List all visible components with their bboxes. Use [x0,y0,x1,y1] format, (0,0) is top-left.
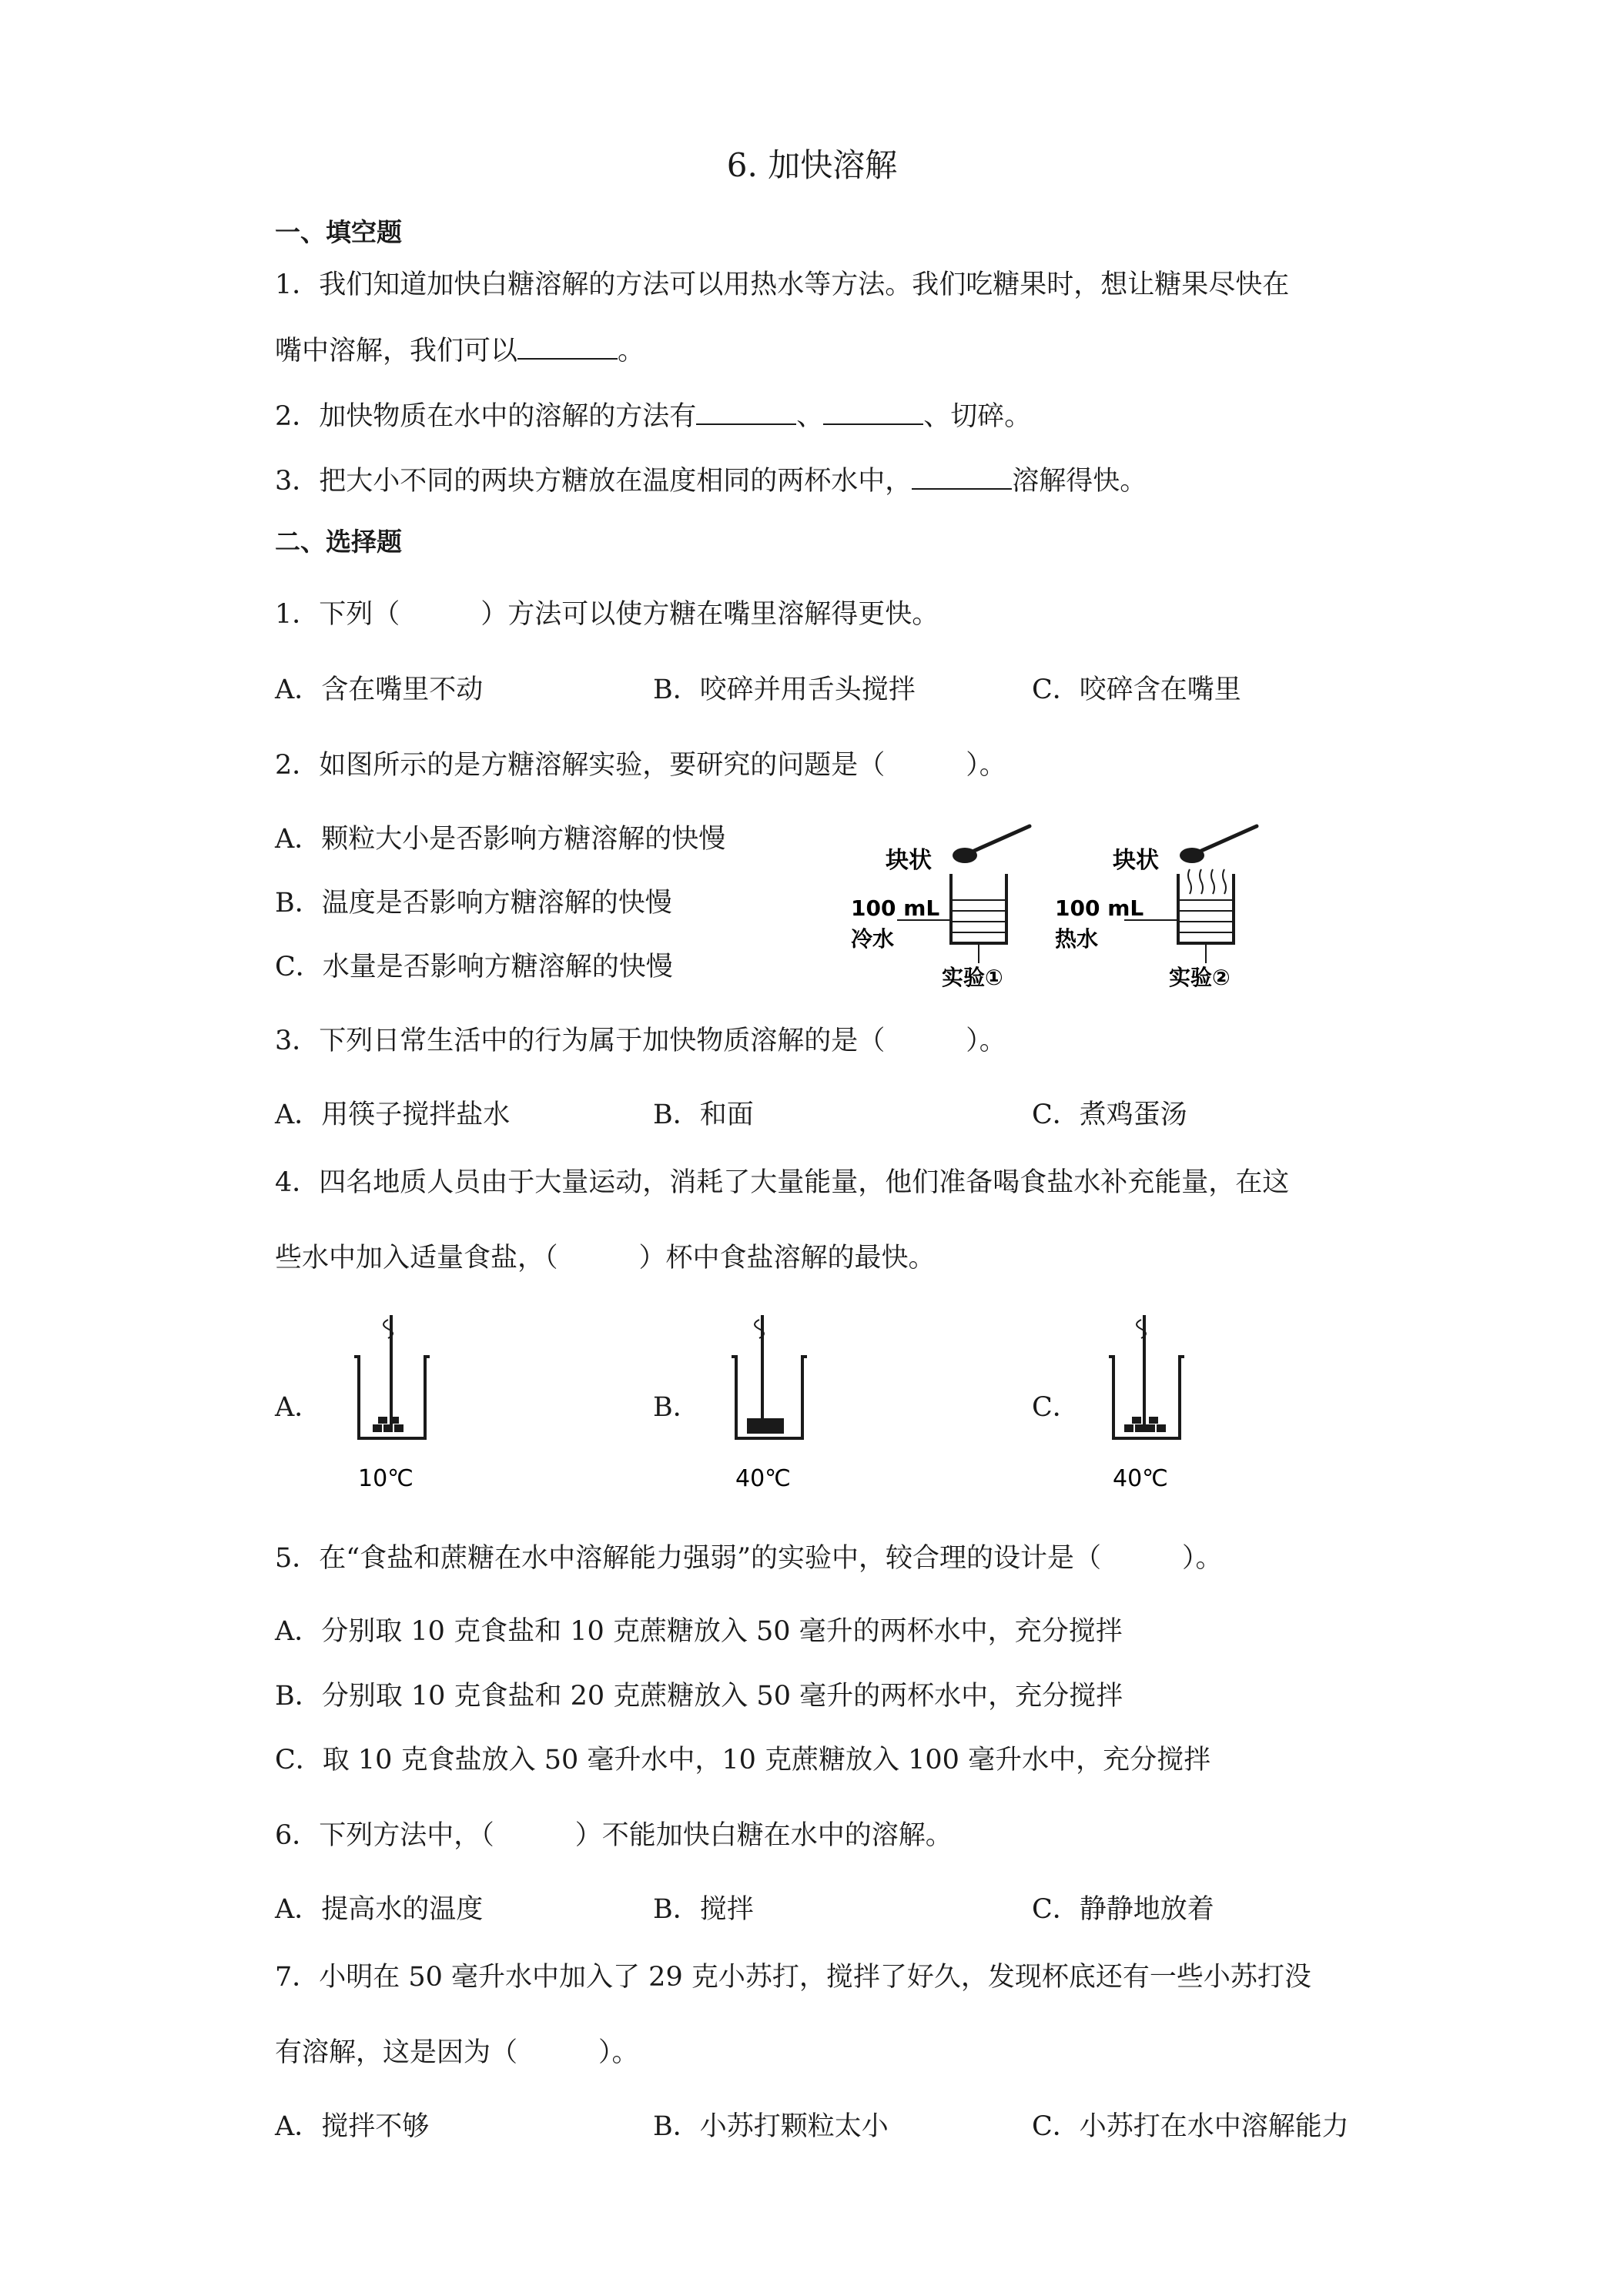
choice-q4-line2: 些水中加入适量食盐，（ ）杯中食盐溶解的最快。 [275,1243,936,1274]
choice-q5-option-a[interactable]: A．分别取 10 克食盐和 10 克蔗糖放入 50 毫升的两杯水中，充分搅拌 [275,1616,1123,1647]
choice-q6-option-a[interactable]: A．提高水的温度 [275,1894,484,1925]
temp-label-a: 10℃ [358,1465,414,1492]
beaker-b-figure [716,1309,824,1501]
experiment-label-2: 实验② [1169,965,1231,990]
temp-label-c: 40℃ [1113,1465,1168,1492]
water-label-1: 冷水 [851,926,895,952]
salt-block [1149,1417,1158,1424]
volume-label-2: 100 mL [1055,895,1144,921]
choice-q5-option-b[interactable]: B．分别取 10 克食盐和 20 克蔗糖放入 50 毫升的两杯水中，充分搅拌 [275,1681,1123,1712]
salt-block [1124,1424,1133,1432]
choice-q7-option-a[interactable]: A．搅拌不够 [275,2111,430,2142]
fill-q1-text: 嘴中溶解，我们可以 [275,336,518,366]
lump-label-2: 块状 [1113,847,1159,874]
fill-q1-line1: 1．我们知道加快白糖溶解的方法可以用热水等方法。我们吃糖果时，想让糖果尽快在 [275,269,1290,300]
choice-q4-option-b[interactable]: B． [653,1392,700,1423]
fill-q2-sep: 、 [796,401,824,432]
choice-q2-option-a[interactable]: A．颗粒大小是否影响方糖溶解的快慢 [275,824,726,855]
salt-block [394,1424,403,1432]
choice-q2-stem: 2．如图所示的是方糖溶解实验，要研究的问题是（ ）。 [275,750,1006,781]
choice-q4-option-c[interactable]: C． [1032,1392,1080,1423]
experiment-1-diagram [851,826,1030,990]
salt-block [1135,1424,1144,1432]
beaker-c-figure [1093,1309,1201,1501]
fill-q3-end: 溶解得快。 [1012,466,1147,497]
answer-blank[interactable] [517,332,618,360]
choice-q7-option-c[interactable]: C．小苏打在水中溶解能力 [1032,2111,1349,2142]
choice-q6-stem: 6．下列方法中，（ ）不能加快白糖在水中的溶解。 [275,1820,953,1851]
choice-q4-line1: 4．四名地质人员由于大量运动，消耗了大量能量，他们准备喝食盐水补充能量，在这 [275,1167,1290,1198]
fill-q1-line2 [275,332,645,368]
answer-blank[interactable] [912,462,1012,490]
answer-blank[interactable] [823,397,923,425]
choice-q2-option-c[interactable]: C．水量是否影响方糖溶解的快慢 [275,952,673,982]
fill-q3 [275,462,1147,498]
steam-icon [1188,869,1226,894]
section-heading-fill-in: 一、填空题 [275,217,402,247]
salt-block [373,1424,382,1432]
choice-q1-option-a[interactable]: A．含在嘴里不动 [275,674,484,705]
experiment-2-diagram [1055,826,1257,990]
choice-q3-stem: 3．下列日常生活中的行为属于加快物质溶解的是（ ）。 [275,1026,1006,1056]
water-label-2: 热水 [1055,926,1099,952]
lump-label-1: 块状 [886,847,932,874]
volume-label-1: 100 mL [851,895,940,921]
answer-blank[interactable] [696,397,796,425]
fill-q1-end: 。 [618,336,645,366]
choice-q6-option-b[interactable]: B．搅拌 [653,1894,754,1925]
choice-q2-option-b[interactable]: B．温度是否影响方糖溶解的快慢 [275,888,672,919]
choice-q7-line1: 7．小明在 50 毫升水中加入了 29 克小苏打，搅拌了好久，发现杯底还有一些小苏打没 [275,1962,1311,1993]
choice-q7-line2: 有溶解，这是因为（ ）。 [275,2037,639,2068]
salt-block [383,1424,393,1432]
choice-q3-option-a[interactable]: A．用筷子搅拌盐水 [275,1099,511,1130]
choice-q5-option-c[interactable]: C．取 10 克食盐放入 50 毫升水中，10 克蔗糖放入 100 毫升水中，充分搅拌 [275,1745,1211,1776]
fill-q2 [275,397,1031,433]
choice-q3-option-b[interactable]: B．和面 [653,1099,754,1130]
fill-q2-text: 2．加快物质在水中的溶解的方法有 [275,401,697,432]
choice-q7-option-b[interactable]: B．小苏打颗粒太小 [653,2111,889,2142]
choice-q1-option-b[interactable]: B．咬碎并用舌头搅拌 [653,674,916,705]
page-title: 6. 加快溶解 [726,146,898,184]
section-heading-choice: 二、选择题 [275,527,402,557]
choice-q3-option-c[interactable]: C．煮鸡蛋汤 [1032,1099,1187,1130]
salt-block [390,1417,399,1424]
temp-label-b: 40℃ [735,1465,791,1492]
salt-block [1132,1417,1141,1424]
salt-block [1146,1424,1155,1432]
salt-block [747,1418,784,1434]
experiment-label-1: 实验① [942,965,1003,990]
salt-block [1157,1424,1166,1432]
beaker-a-figure [339,1309,447,1501]
fill-q3-text: 3．把大小不同的两块方糖放在温度相同的两杯水中， [275,466,912,497]
choice-q1-option-c[interactable]: C．咬碎含在嘴里 [1032,674,1241,705]
salt-block [378,1417,387,1424]
sugar-experiment-figure [851,820,1282,997]
choice-q6-option-c[interactable]: C．静静地放着 [1032,1894,1214,1925]
choice-q4-option-a[interactable]: A． [275,1392,322,1423]
fill-q2-end: 、切碎。 [923,401,1032,432]
choice-q1-stem: 1．下列（ ）方法可以使方糖在嘴里溶解得更快。 [275,599,939,630]
choice-q5-stem: 5．在“食盐和蔗糖在水中溶解能力强弱”的实验中，较合理的设计是（ ）。 [275,1543,1223,1574]
